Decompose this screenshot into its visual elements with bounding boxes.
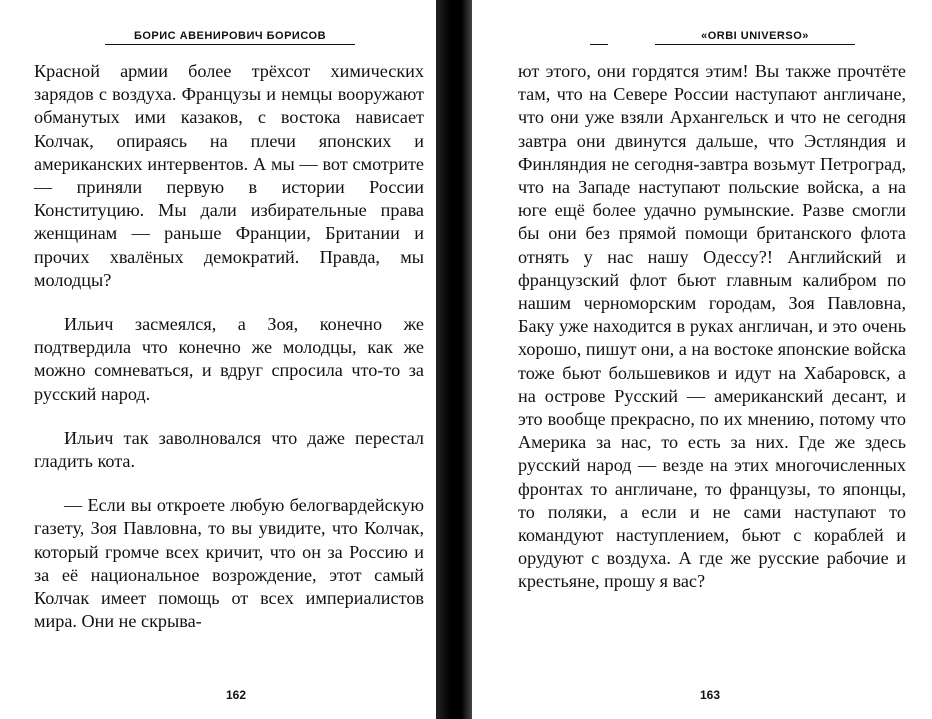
body-text-left (34, 60, 424, 633)
header-rule-left (105, 44, 355, 45)
paragraph: Ильич так заволновался что даже перестал гладить кота. (34, 427, 424, 472)
running-head-right: «ORBI UNIVERSO» (701, 30, 809, 42)
book-gutter (436, 0, 472, 719)
paragraph: ют этого, они гордятся этим! Вы также прочтёте там, что на Севере России наступают англичане, что они уже взяли Архангельск и что не сегодня завтра они двинутся дальше, что Эстляндия и Финляндия не сегодня-завтра возьмут Петроград, что на Западе наступают польские войска, а на юге ещё более удачно румынские. Разве смогли бы они без прямой помощи британского флота отнять у нас нашу Одессу?! Английский и французский флот бьют главным калибром по нашим черноморским городам, Зоя Павловна, Баку уже находится в руках англичан, и это очень хорошо, пишут они, а на востоке японские войска тоже бьют большевиков и идут на Хабаровск, а на острове Русский — американский десант, и это вообще прекрасно, по их мнению, потому что Америка за нас, то есть за них. Где же здесь русский народ — везде на этих многочисленных фронтах то англичане, то французы, то японцы, то поляки, а если и не сами наступают то командуют наступлением, бьют с кораблей и орудуют с воздуха. А где же русские рабочие и крестьяне, прошу я вас? (518, 61, 906, 592)
header-rule-right (655, 44, 855, 45)
paragraph: Ильич засмеялся, а Зоя, конечно же подтвердила что конечно же молодцы, как же можно сомневаться, и вдруг спросила что-то за русский народ. (34, 314, 424, 404)
right-page (470, 0, 932, 719)
left-page (0, 0, 452, 719)
body-text-right (518, 60, 906, 594)
running-head-left: БОРИС АВЕНИРОВИЧ БОРИСОВ (133, 30, 327, 42)
page-number-right: 163 (700, 688, 721, 702)
header-rule-right-short (590, 44, 608, 45)
paragraph: Красной армии более трёхсот химических зарядов с воздуха. Французы и немцы вооружают обманутых ими казаков, с востока нависает Колчак, опираясь на плечи японских и американских интервентов. А мы — вот смотрите — приняли первую в истории России Конституцию. Мы дали избирательные права женщинам — раньше Франции, Британии и прочих хвалёных демократий. Правда, мы молодцы? (34, 61, 424, 290)
page-number-left: 162 (226, 688, 247, 702)
paragraph: — Если вы откроете любую белогвардейскую газету, Зоя Павловна, то вы увидите, что Колчак, который громче всех кричит, что он за Россию и за её национальное возрождение, этот самый Колчак имеет помощь от всех империалистов мира. Они не скрыва- (34, 495, 424, 632)
